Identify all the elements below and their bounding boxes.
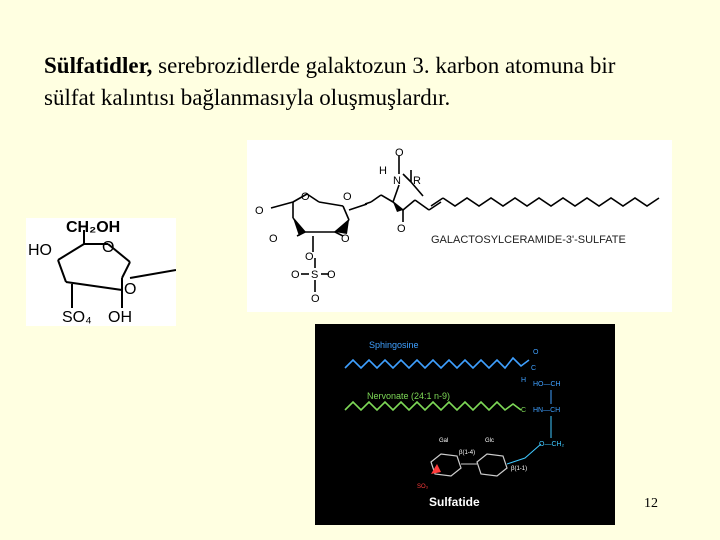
ring-o-label: O <box>301 191 310 203</box>
sph-h-label: H <box>521 377 527 384</box>
c3-o-label: O <box>305 251 314 263</box>
sphingosine-label: Sphingosine <box>369 340 419 350</box>
amide-n-label: N <box>393 175 401 187</box>
c2-o-label: O <box>341 233 350 245</box>
sulfatide-schematic-figure <box>315 324 615 525</box>
glycosidic-o-label: O <box>343 191 352 203</box>
gal-label: Gal <box>439 438 449 444</box>
oh-label: OH <box>108 309 132 326</box>
beta14-label: β(1-4) <box>459 450 476 456</box>
amide-h-label: H <box>379 165 387 177</box>
ch2oh-label: CH₂OH <box>66 219 121 236</box>
sulfate-o-right-label: O <box>327 269 336 281</box>
ho-label: HO <box>28 242 52 259</box>
definition-text: serebrozidlerde galaktozun 3. karbon atomuna bir sülfat kalıntısı bağlanmasıyla oluşmuşlardır. <box>44 53 616 110</box>
sph-c-label: C <box>531 365 537 372</box>
sulfate-o-bottom-label: O <box>311 293 320 305</box>
ho-ch-label: HO—CH <box>533 381 561 388</box>
carbonyl-o-label: O <box>395 147 404 159</box>
sulfur-label: S <box>311 269 319 281</box>
sulfate-o-left-label: O <box>291 269 300 281</box>
term-bold: Sülfatidler, <box>44 53 153 78</box>
galactosylceramide-sulfate-figure <box>247 140 672 312</box>
acyl-r-label: R <box>413 175 421 187</box>
sulfatide-schematic-svg <box>315 324 615 525</box>
ceramide-structure-svg <box>247 140 672 312</box>
slide-body-text <box>44 50 644 114</box>
page-number: 12 <box>644 496 658 511</box>
link-oxygen-label: O <box>124 281 137 298</box>
nervonate-label: Nervonate (24:1 n-9) <box>367 391 451 401</box>
hn-ch-label: HN—CH <box>533 407 561 414</box>
sulfated-galactose-figure <box>26 218 176 326</box>
so4-label: SO₄ <box>62 309 92 326</box>
sph-o-label: O <box>533 349 539 356</box>
ring-oxygen-label: O <box>102 239 115 256</box>
structure-caption: GALACTOSYLCERAMIDE-3'-SULFATE <box>431 234 626 246</box>
nervonate-co-label: C <box>521 407 527 414</box>
o-ch2-label: O—CH₂ <box>539 441 565 448</box>
glc-label: Glc <box>485 438 494 444</box>
beta11-label: β(1-1) <box>511 466 528 472</box>
galactose-ring-svg <box>26 218 176 326</box>
sulfatide-title: Sulfatide <box>429 495 480 509</box>
c4-o-label: O <box>269 233 278 245</box>
c6-o-label: O <box>255 205 264 217</box>
hydroxyl-o-label: O <box>397 223 406 235</box>
so3-label: SO₃ <box>417 484 429 490</box>
